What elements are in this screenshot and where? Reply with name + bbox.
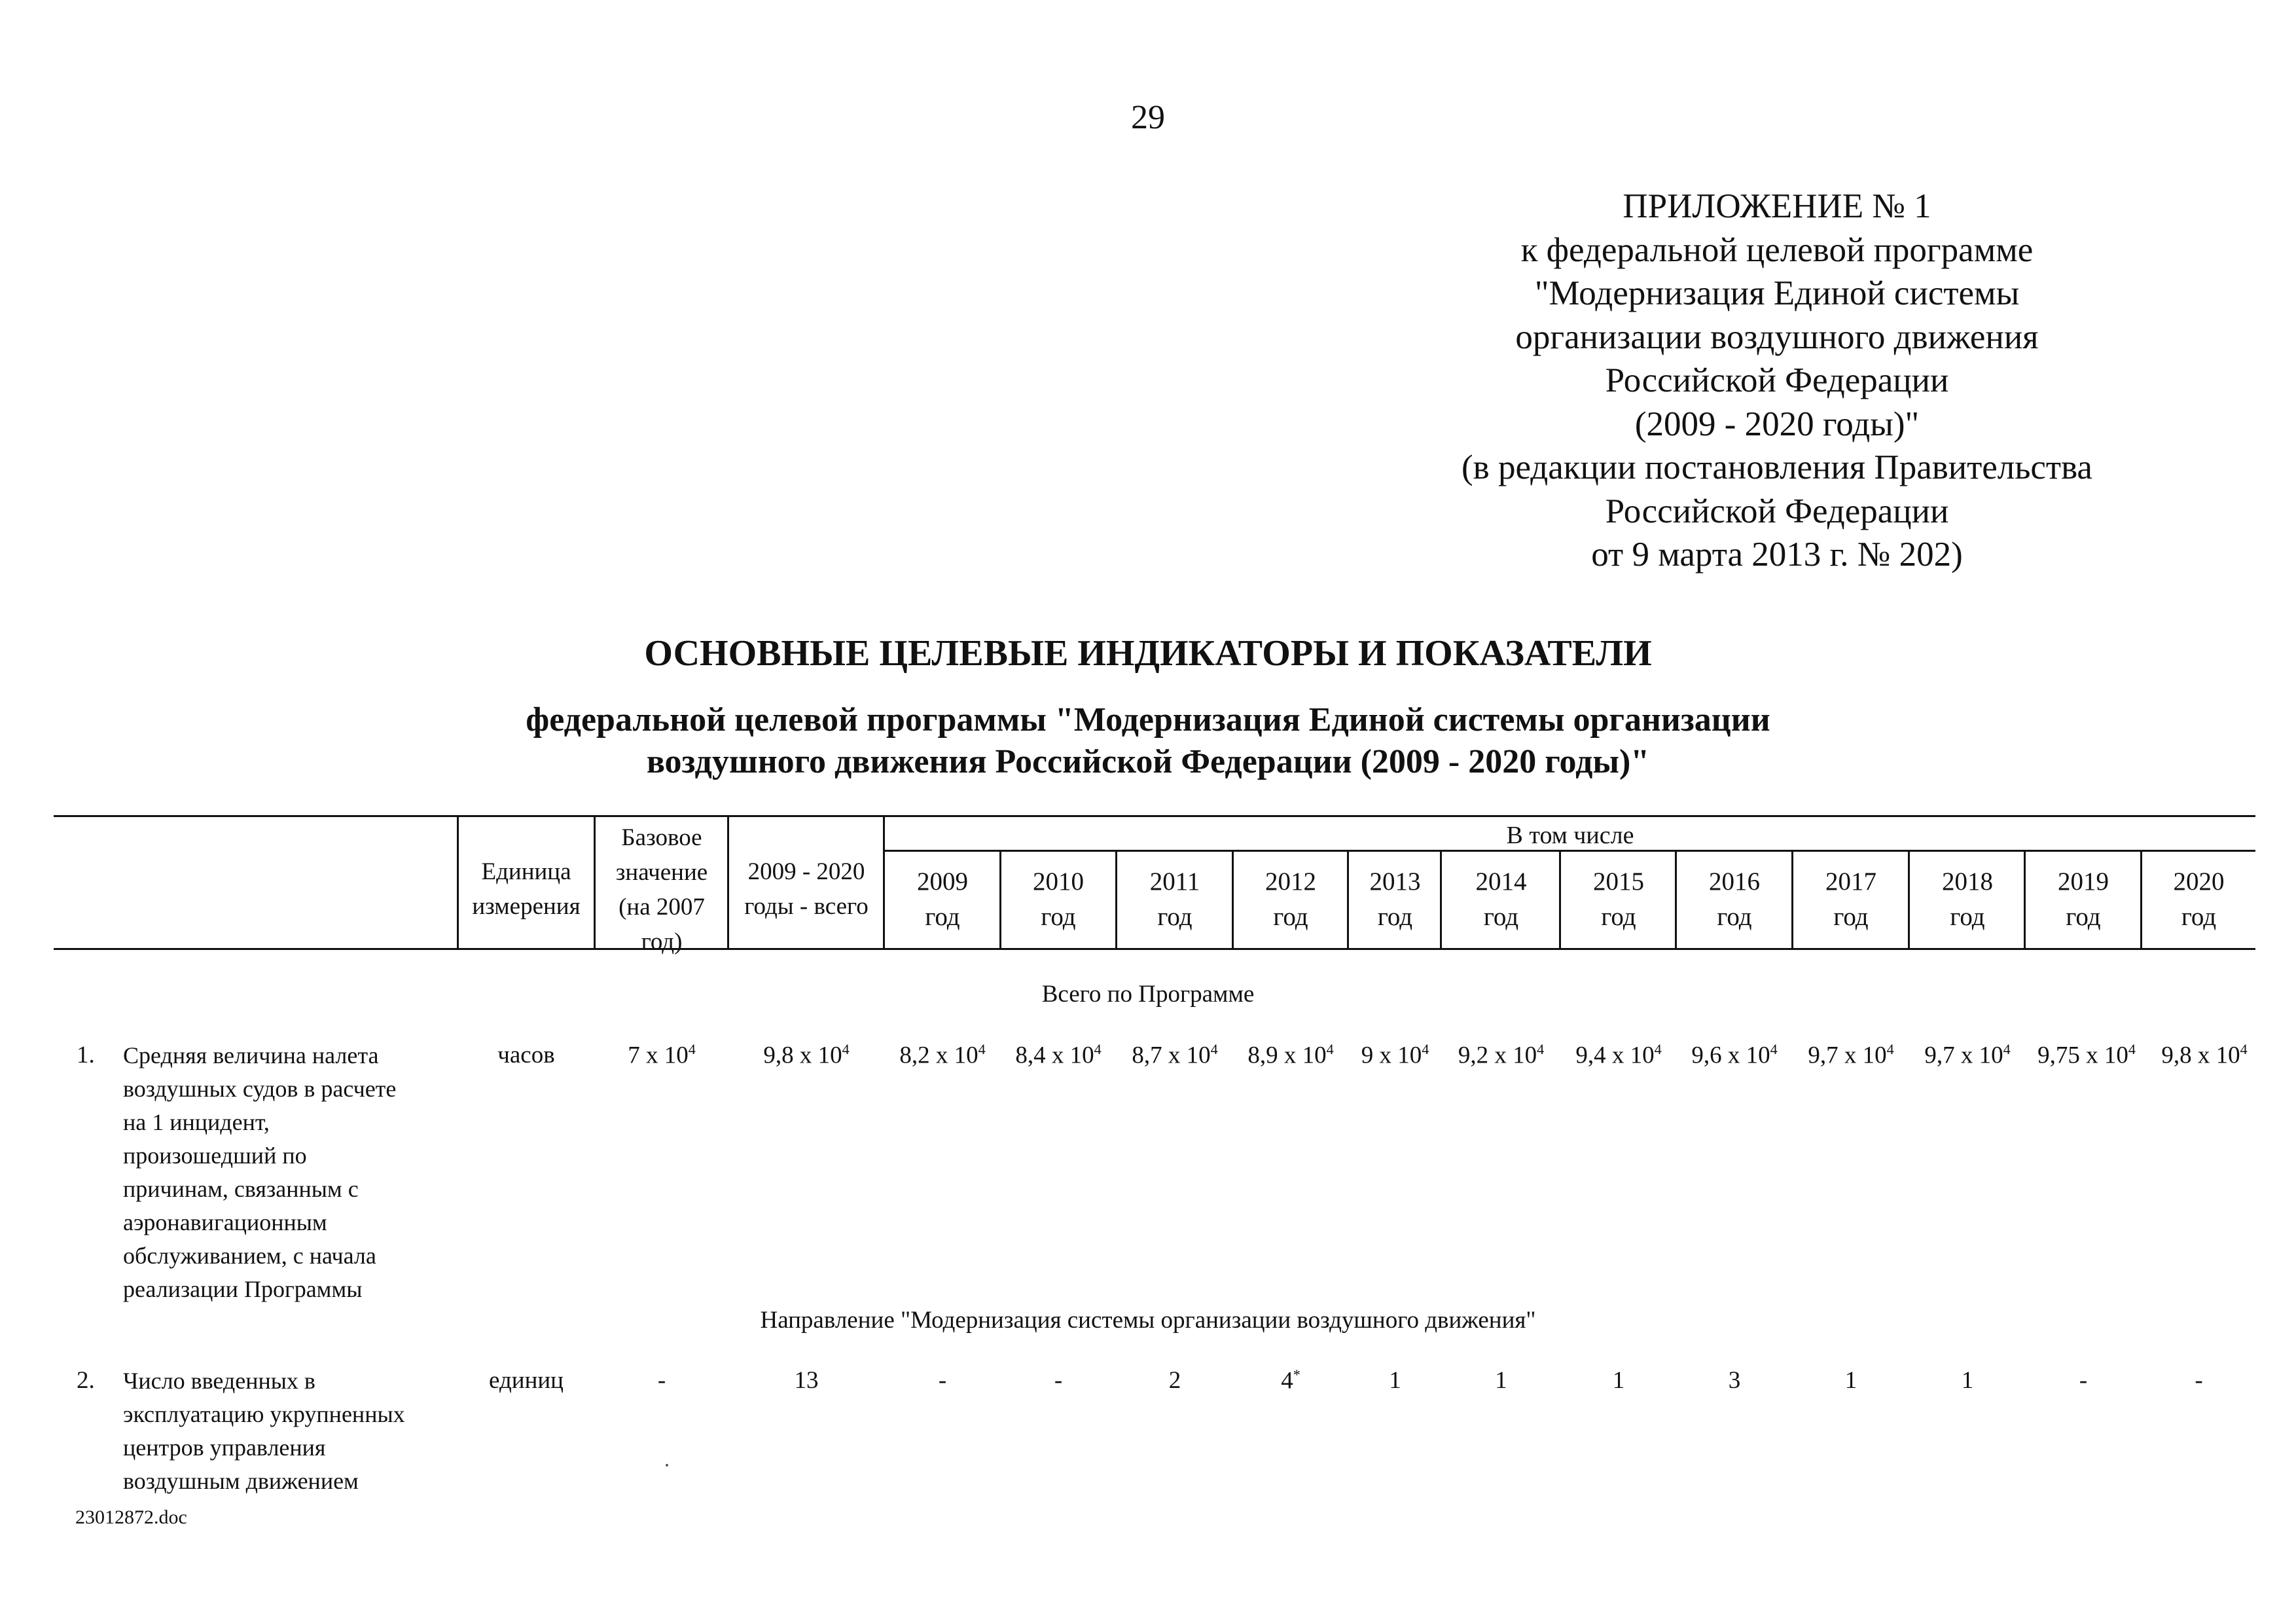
value-mantissa: 9,4 x 10 bbox=[1575, 1042, 1655, 1069]
year-word: год bbox=[1601, 903, 1636, 931]
header-text: Базовое bbox=[621, 824, 702, 851]
indicator-name-line: на 1 инцидент, bbox=[123, 1109, 270, 1135]
header-unit bbox=[458, 854, 594, 924]
appendix-line: от 9 марта 2013 г. № 202) bbox=[1591, 536, 1963, 574]
row-number: 2. bbox=[77, 1367, 95, 1394]
header-year bbox=[2026, 864, 2141, 935]
year-value bbox=[1677, 1041, 1792, 1069]
header-year bbox=[1793, 864, 1909, 935]
unit-value: единиц bbox=[489, 1367, 564, 1394]
value-mantissa: 9,8 x 10 bbox=[763, 1042, 842, 1069]
header-text: измерения bbox=[472, 893, 581, 920]
appendix-line: "Модернизация Единой системы bbox=[1534, 274, 2020, 312]
year-word: год bbox=[2066, 903, 2101, 931]
year-value bbox=[1442, 1041, 1560, 1069]
value-mantissa: 9 x 10 bbox=[1361, 1042, 1422, 1069]
subtitle-line-1: федеральной целевой программы "Модернизация Единой системы организации bbox=[526, 701, 1770, 739]
header-year bbox=[885, 864, 1000, 935]
year-value: - bbox=[938, 1367, 947, 1394]
indicator-name-line: воздушных судов в расчете bbox=[123, 1076, 397, 1102]
year-value bbox=[1001, 1041, 1116, 1069]
value-exponent: 4 bbox=[1210, 1041, 1218, 1057]
value-exponent: 4 bbox=[2003, 1041, 2011, 1057]
year-value bbox=[1233, 1041, 1348, 1069]
header-year bbox=[1117, 864, 1232, 935]
year-value: - bbox=[2079, 1367, 2088, 1394]
year-number: 2020 bbox=[2173, 867, 2225, 896]
value-mantissa: 9,7 x 10 bbox=[1924, 1042, 2003, 1069]
year-value bbox=[2149, 1041, 2260, 1069]
year-value: 2 bbox=[1168, 1367, 1181, 1394]
value-mantissa: 4 bbox=[1281, 1367, 1293, 1395]
value-mantissa: 7 x 10 bbox=[628, 1042, 689, 1069]
value-mantissa: 9,7 x 10 bbox=[1808, 1042, 1887, 1069]
year-number: 2012 bbox=[1265, 867, 1316, 896]
year-value bbox=[1233, 1366, 1348, 1395]
main-title: ОСНОВНЫЕ ЦЕЛЕВЫЕ ИНДИКАТОРЫ И ПОКАЗАТЕЛИ bbox=[644, 633, 1652, 674]
year-value: 1 bbox=[1389, 1367, 1401, 1394]
value-exponent: 4 bbox=[1537, 1041, 1545, 1057]
appendix-line: (2009 - 2020 годы)" bbox=[1634, 405, 1920, 443]
year-number: 2019 bbox=[2058, 867, 2109, 896]
year-value bbox=[1793, 1041, 1909, 1069]
year-word: год bbox=[1377, 903, 1413, 931]
section-heading: Направление "Модернизация системы организации воздушного движения" bbox=[760, 1307, 1536, 1334]
table-top-rule bbox=[54, 815, 2255, 817]
year-value: 1 bbox=[1961, 1367, 1974, 1394]
header-bottom-rule bbox=[54, 948, 2255, 950]
header-text: Единица bbox=[481, 858, 571, 885]
year-value: 1 bbox=[1844, 1367, 1857, 1394]
section-heading: Всего по Программе bbox=[1041, 981, 1255, 1008]
appendix-line: организации воздушного движения bbox=[1515, 318, 2039, 356]
appendix-line: Российской Федерации bbox=[1605, 361, 1949, 399]
year-number: 2015 bbox=[1593, 867, 1644, 896]
year-word: год bbox=[1717, 903, 1752, 931]
year-number: 2018 bbox=[1942, 867, 1993, 896]
header-year bbox=[1677, 864, 1792, 935]
indicator-name-line: Число введенных в bbox=[123, 1368, 315, 1394]
value-exponent: 4 bbox=[842, 1041, 850, 1057]
unit-value: часов bbox=[497, 1042, 555, 1068]
value-exponent: 4 bbox=[978, 1041, 986, 1057]
year-number: 2017 bbox=[1825, 867, 1876, 896]
appendix-header bbox=[1407, 185, 2147, 577]
year-word: год bbox=[925, 903, 960, 931]
total-value: 13 bbox=[794, 1367, 819, 1394]
year-word: год bbox=[1483, 903, 1519, 931]
indicator-name-line: воздушным движением bbox=[123, 1468, 359, 1494]
year-word: год bbox=[2181, 903, 2217, 931]
indicator-name-line: аэронавигационным bbox=[123, 1209, 327, 1235]
appendix-line: Российской Федерации bbox=[1605, 492, 1949, 530]
year-value: - bbox=[2195, 1367, 2203, 1394]
indicator-name-line: Средняя величина налета bbox=[123, 1042, 379, 1068]
header-including: В том числе bbox=[1506, 822, 1634, 849]
year-number: 2016 bbox=[1709, 867, 1760, 896]
year-number: 2011 bbox=[1149, 867, 1200, 896]
total-value bbox=[728, 1041, 884, 1069]
header-year bbox=[1233, 864, 1348, 935]
scan-speck bbox=[666, 1464, 668, 1467]
year-number: 2009 bbox=[917, 867, 968, 896]
header-total bbox=[728, 854, 884, 924]
appendix-line: к федеральной целевой программе bbox=[1520, 230, 2034, 269]
file-name-footer: 23012872.doc bbox=[75, 1506, 187, 1528]
page-number: 29 bbox=[1131, 99, 1165, 136]
base-value: - bbox=[657, 1367, 666, 1394]
indicator-name-line: центров управления bbox=[123, 1434, 326, 1461]
header-base bbox=[595, 820, 728, 959]
indicator-name bbox=[123, 1039, 463, 1306]
value-exponent: 4 bbox=[1326, 1041, 1334, 1057]
indicator-name-line: произошедший по bbox=[123, 1142, 307, 1169]
value-mantissa: 8,2 x 10 bbox=[899, 1042, 978, 1069]
year-value bbox=[1117, 1041, 1232, 1069]
value-mantissa: 9,2 x 10 bbox=[1458, 1042, 1537, 1069]
header-text: год) bbox=[641, 928, 683, 955]
year-value bbox=[1349, 1041, 1441, 1069]
value-exponent: 4 bbox=[1770, 1041, 1778, 1057]
header-year bbox=[1561, 864, 1676, 935]
value-exponent: 4 bbox=[688, 1041, 696, 1057]
header-year bbox=[1349, 864, 1441, 935]
row-number: 1. bbox=[77, 1042, 95, 1068]
year-value: 1 bbox=[1612, 1367, 1625, 1394]
value-exponent: 4 bbox=[1094, 1041, 1102, 1057]
header-text: 2009 - 2020 bbox=[747, 858, 865, 885]
base-value bbox=[595, 1041, 728, 1069]
year-word: год bbox=[1833, 903, 1869, 931]
year-value bbox=[885, 1041, 1000, 1069]
value-mantissa: 9,75 x 10 bbox=[2037, 1042, 2128, 1069]
value-exponent: 4 bbox=[2128, 1041, 2136, 1057]
value-exponent: 4 bbox=[1422, 1041, 1429, 1057]
year-value: - bbox=[1054, 1367, 1063, 1394]
header-year bbox=[2142, 864, 2255, 935]
year-number: 2010 bbox=[1033, 867, 1084, 896]
value-mantissa: 9,8 x 10 bbox=[2161, 1042, 2240, 1069]
year-number: 2013 bbox=[1369, 867, 1421, 896]
value-exponent: 4 bbox=[1886, 1041, 1894, 1057]
year-word: год bbox=[1157, 903, 1193, 931]
value-mantissa: 8,9 x 10 bbox=[1247, 1042, 1327, 1069]
year-value: 1 bbox=[1495, 1367, 1507, 1394]
header-text: (на 2007 bbox=[619, 894, 705, 921]
header-year bbox=[1442, 864, 1560, 935]
year-value bbox=[2026, 1041, 2147, 1069]
header-text: значение bbox=[615, 859, 708, 886]
indicator-name-line: реализации Программы bbox=[123, 1276, 363, 1302]
footnote-mark: * bbox=[1293, 1366, 1300, 1383]
year-word: год bbox=[1041, 903, 1076, 931]
value-exponent: 4 bbox=[2240, 1041, 2248, 1057]
subtitle-line-2: воздушного движения Российской Федерации (2009 - 2020 годы)" bbox=[646, 743, 1650, 780]
year-word: год bbox=[1273, 903, 1308, 931]
year-number: 2014 bbox=[1475, 867, 1527, 896]
year-value bbox=[1561, 1041, 1676, 1069]
year-value bbox=[1910, 1041, 2025, 1069]
value-mantissa: 9,6 x 10 bbox=[1691, 1042, 1770, 1069]
indicator-name-line: причинам, связанным с bbox=[123, 1176, 359, 1202]
indicator-name-line: обслуживанием, с начала bbox=[123, 1243, 376, 1269]
value-mantissa: 8,7 x 10 bbox=[1132, 1042, 1211, 1069]
header-year bbox=[1001, 864, 1116, 935]
year-word: год bbox=[1950, 903, 1985, 931]
appendix-line: ПРИЛОЖЕНИЕ № 1 bbox=[1623, 187, 1931, 225]
value-exponent: 4 bbox=[1654, 1041, 1662, 1057]
indicator-name bbox=[123, 1364, 463, 1498]
subtitle bbox=[0, 699, 2296, 783]
header-text: годы - всего bbox=[744, 893, 869, 920]
appendix-line: (в редакции постановления Правительства bbox=[1462, 448, 2092, 486]
indicator-name-line: эксплуатацию укрупненных bbox=[123, 1401, 405, 1427]
header-year bbox=[1910, 864, 2025, 935]
value-mantissa: 8,4 x 10 bbox=[1015, 1042, 1094, 1069]
year-value: 3 bbox=[1728, 1367, 1741, 1394]
